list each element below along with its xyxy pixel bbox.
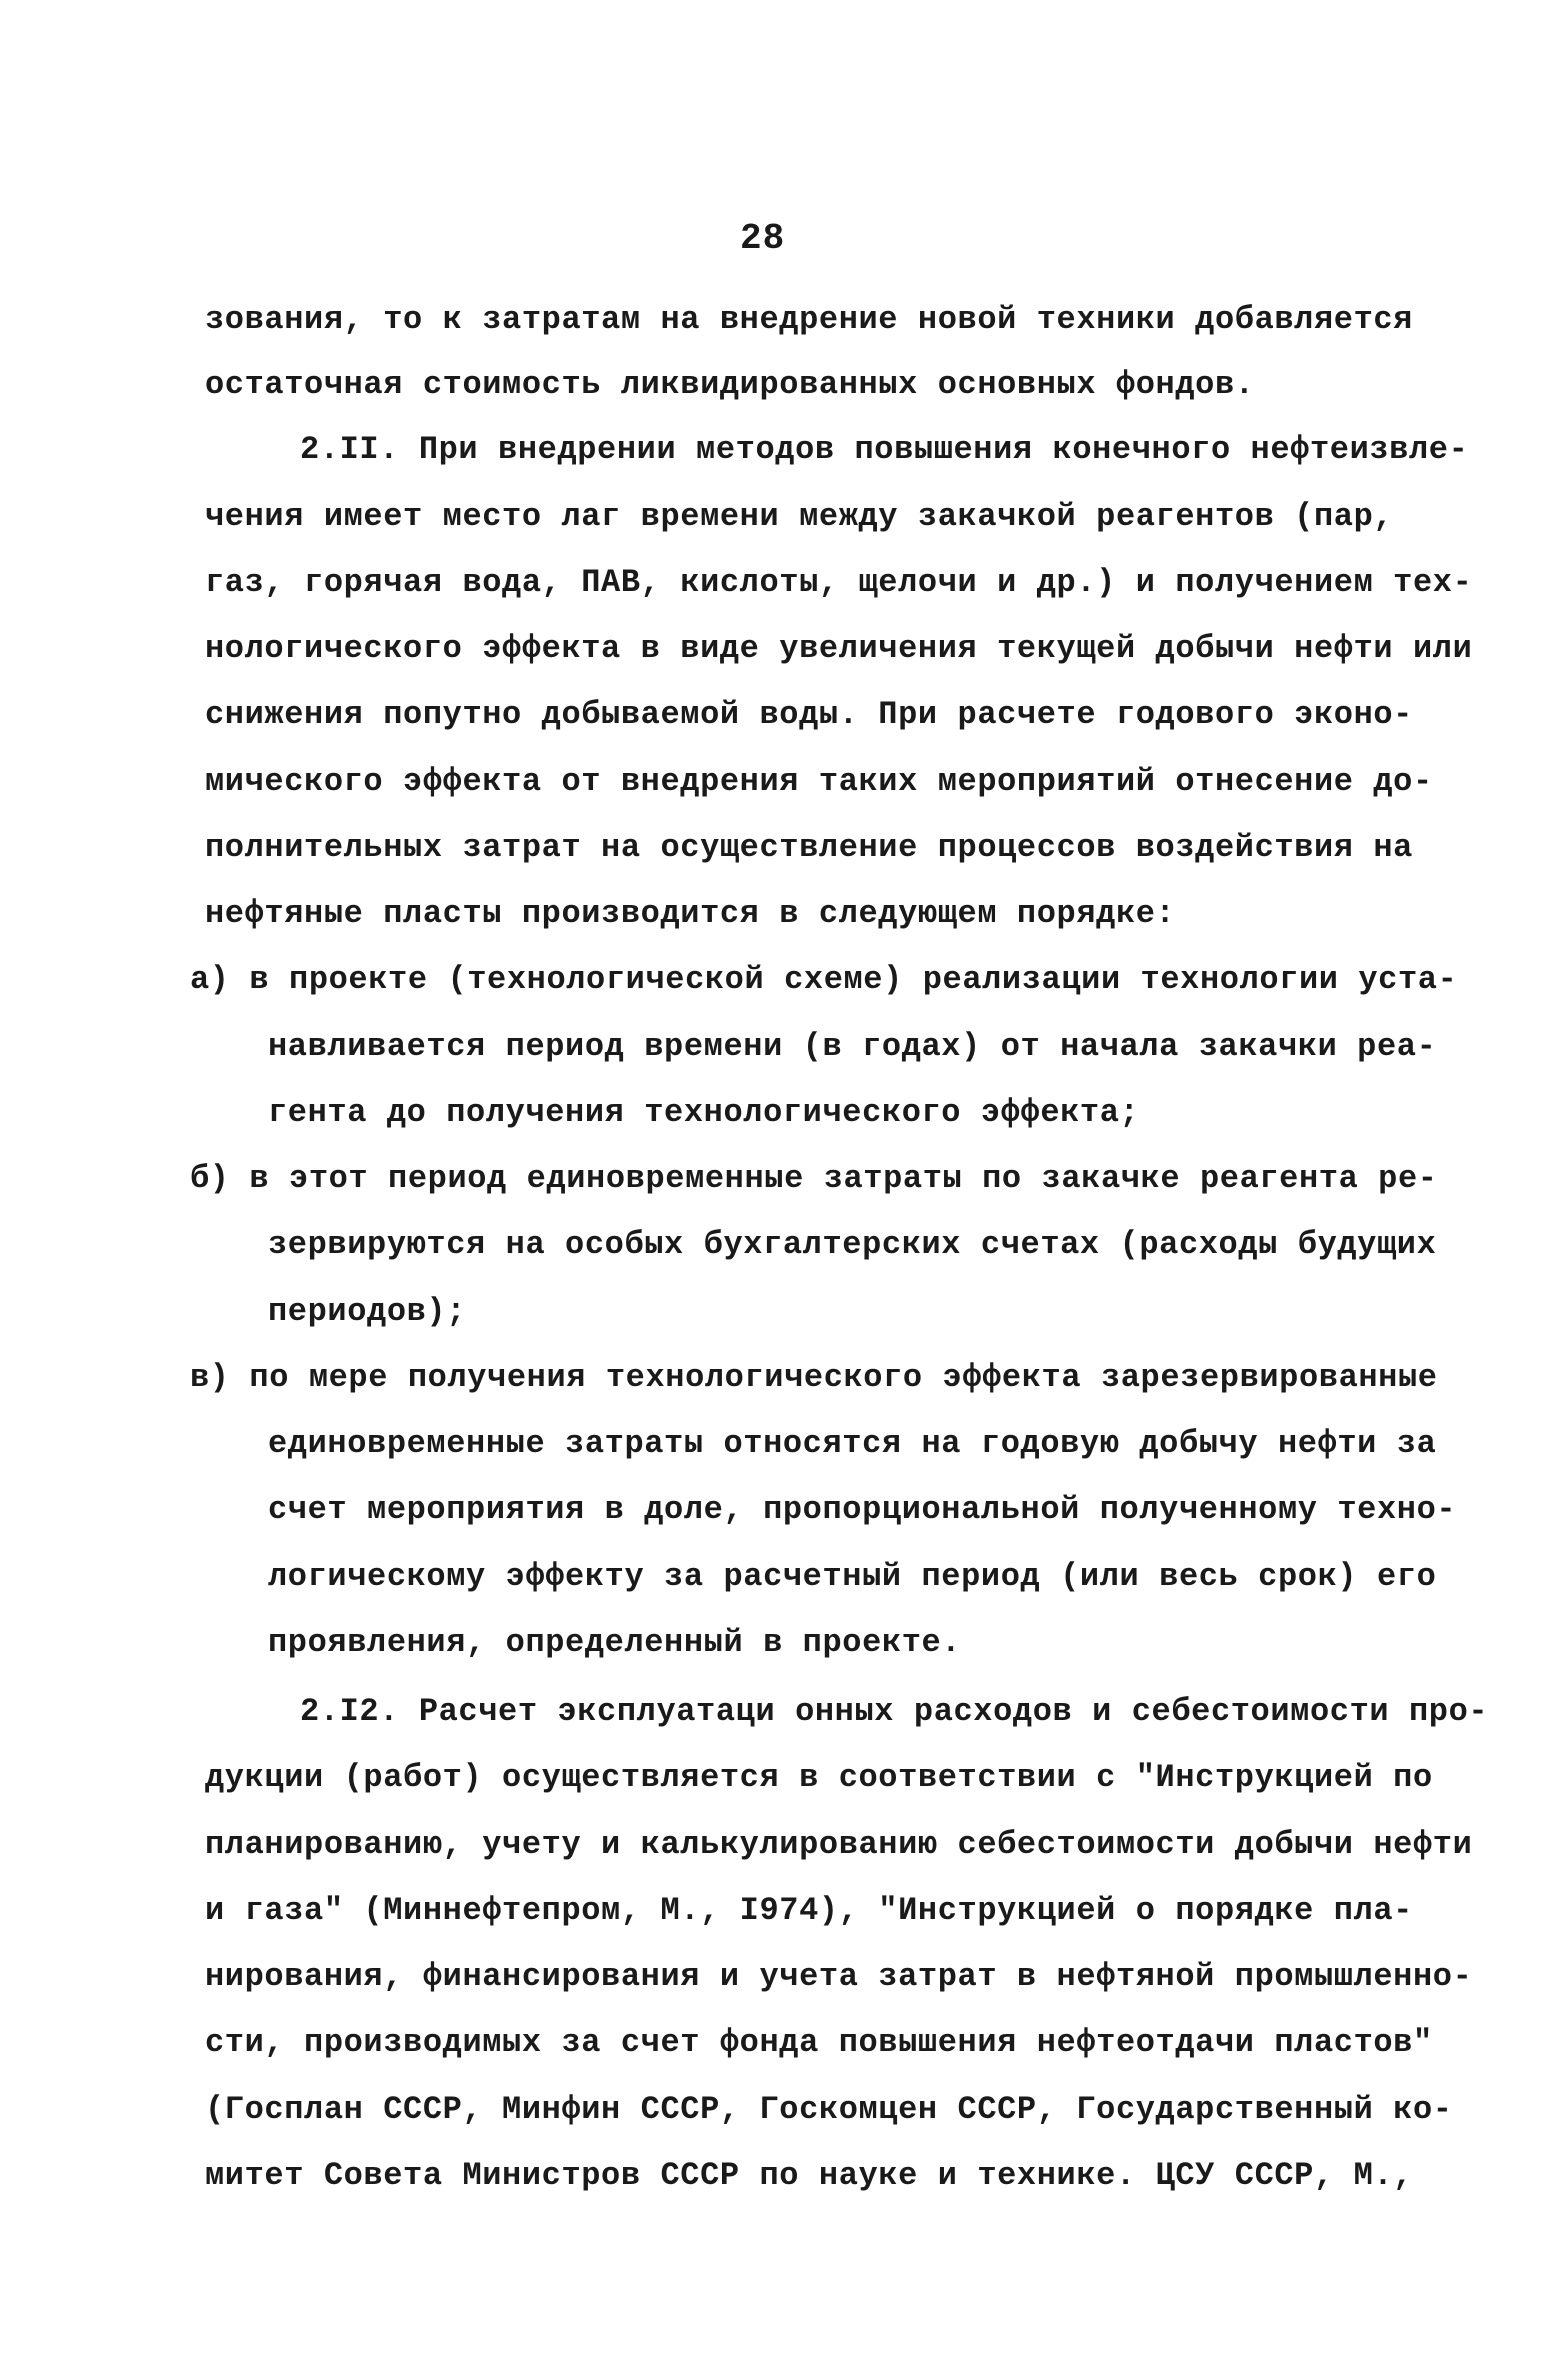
list-item-a-continuation: гента до получения технологического эффекта; xyxy=(268,1094,1140,1131)
text-line: дукции (работ) осуществляется в соответствии с "Инструкцией по xyxy=(205,1759,1433,1796)
list-item-c: в) по мере получения технологического эффекта зарезервированные xyxy=(190,1359,1438,1396)
text-line: снижения попутно добываемой воды. При расчете годового эконо- xyxy=(205,696,1413,733)
text-line: (Госплан СССР, Минфин СССР, Госкомцен СССР, Государственный ко- xyxy=(205,2091,1453,2128)
text-line: мического эффекта от внедрения таких мероприятий отнесение до- xyxy=(205,763,1433,800)
text-line: полнительных затрат на осуществление процессов воздействия на xyxy=(205,829,1413,866)
text-line: сти, производимых за счет фонда повышения нефтеотдачи пластов" xyxy=(205,2024,1433,2061)
text-line: газ, горячая вода, ПАВ, кислоты, щелочи и др.) и получением тех- xyxy=(205,564,1473,601)
list-item-a-continuation: навливается период времени (в годах) от начала закачки реа- xyxy=(268,1028,1437,1065)
list-item-c-continuation: логическому эффекту за расчетный период (или весь срок) его xyxy=(268,1558,1437,1595)
list-item-b-continuation: зервируются на особых бухгалтерских счетах (расходы будущих xyxy=(268,1226,1437,1263)
text-line: чения имеет место лаг времени между закачкой реагентов (пар, xyxy=(205,498,1394,535)
list-item-b-continuation: периодов); xyxy=(268,1293,467,1330)
page-number: 28 xyxy=(740,218,786,259)
text-line: нирования, финансирования и учета затрат в нефтяной промышленно- xyxy=(205,1958,1473,1995)
text-line: митет Совета Министров СССР по науке и технике. ЦСУ СССР, М., xyxy=(205,2157,1413,2194)
section-2-12-heading-line: 2.I2. Расчет эксплуатаци онных расходов и себестоимости про- xyxy=(300,1693,1489,1730)
list-item-c-continuation: проявления, определенный в проекте. xyxy=(268,1624,962,1661)
text-line: зования, то к затратам на внедрение новой техники добавляется xyxy=(205,301,1413,338)
section-2-11-heading-line: 2.II. При внедрении методов повышения конечного нефтеизвле- xyxy=(300,431,1469,468)
list-item-c-continuation: счет мероприятия в доле, пропорциональной полученному техно- xyxy=(268,1491,1457,1528)
text-line: планированию, учету и калькулированию себестоимости добычи нефти xyxy=(205,1826,1473,1863)
text-line: и газа" (Миннефтепром, М., I974), "Инструкцией о порядке пла- xyxy=(205,1892,1413,1929)
list-item-b: б) в этот период единовременные затраты по закачке реагента ре- xyxy=(190,1160,1438,1197)
text-line: остаточная стоимость ликвидированных основных фондов. xyxy=(205,366,1255,403)
list-item-a: а) в проекте (технологической схеме) реализации технологии уста- xyxy=(190,961,1458,998)
list-item-c-continuation: единовременные затраты относятся на годовую добычу нефти за xyxy=(268,1425,1437,1462)
text-line: нологического эффекта в виде увеличения текущей добычи нефти или xyxy=(205,630,1473,667)
text-line: нефтяные пласты производится в следующем порядке: xyxy=(205,895,1176,932)
